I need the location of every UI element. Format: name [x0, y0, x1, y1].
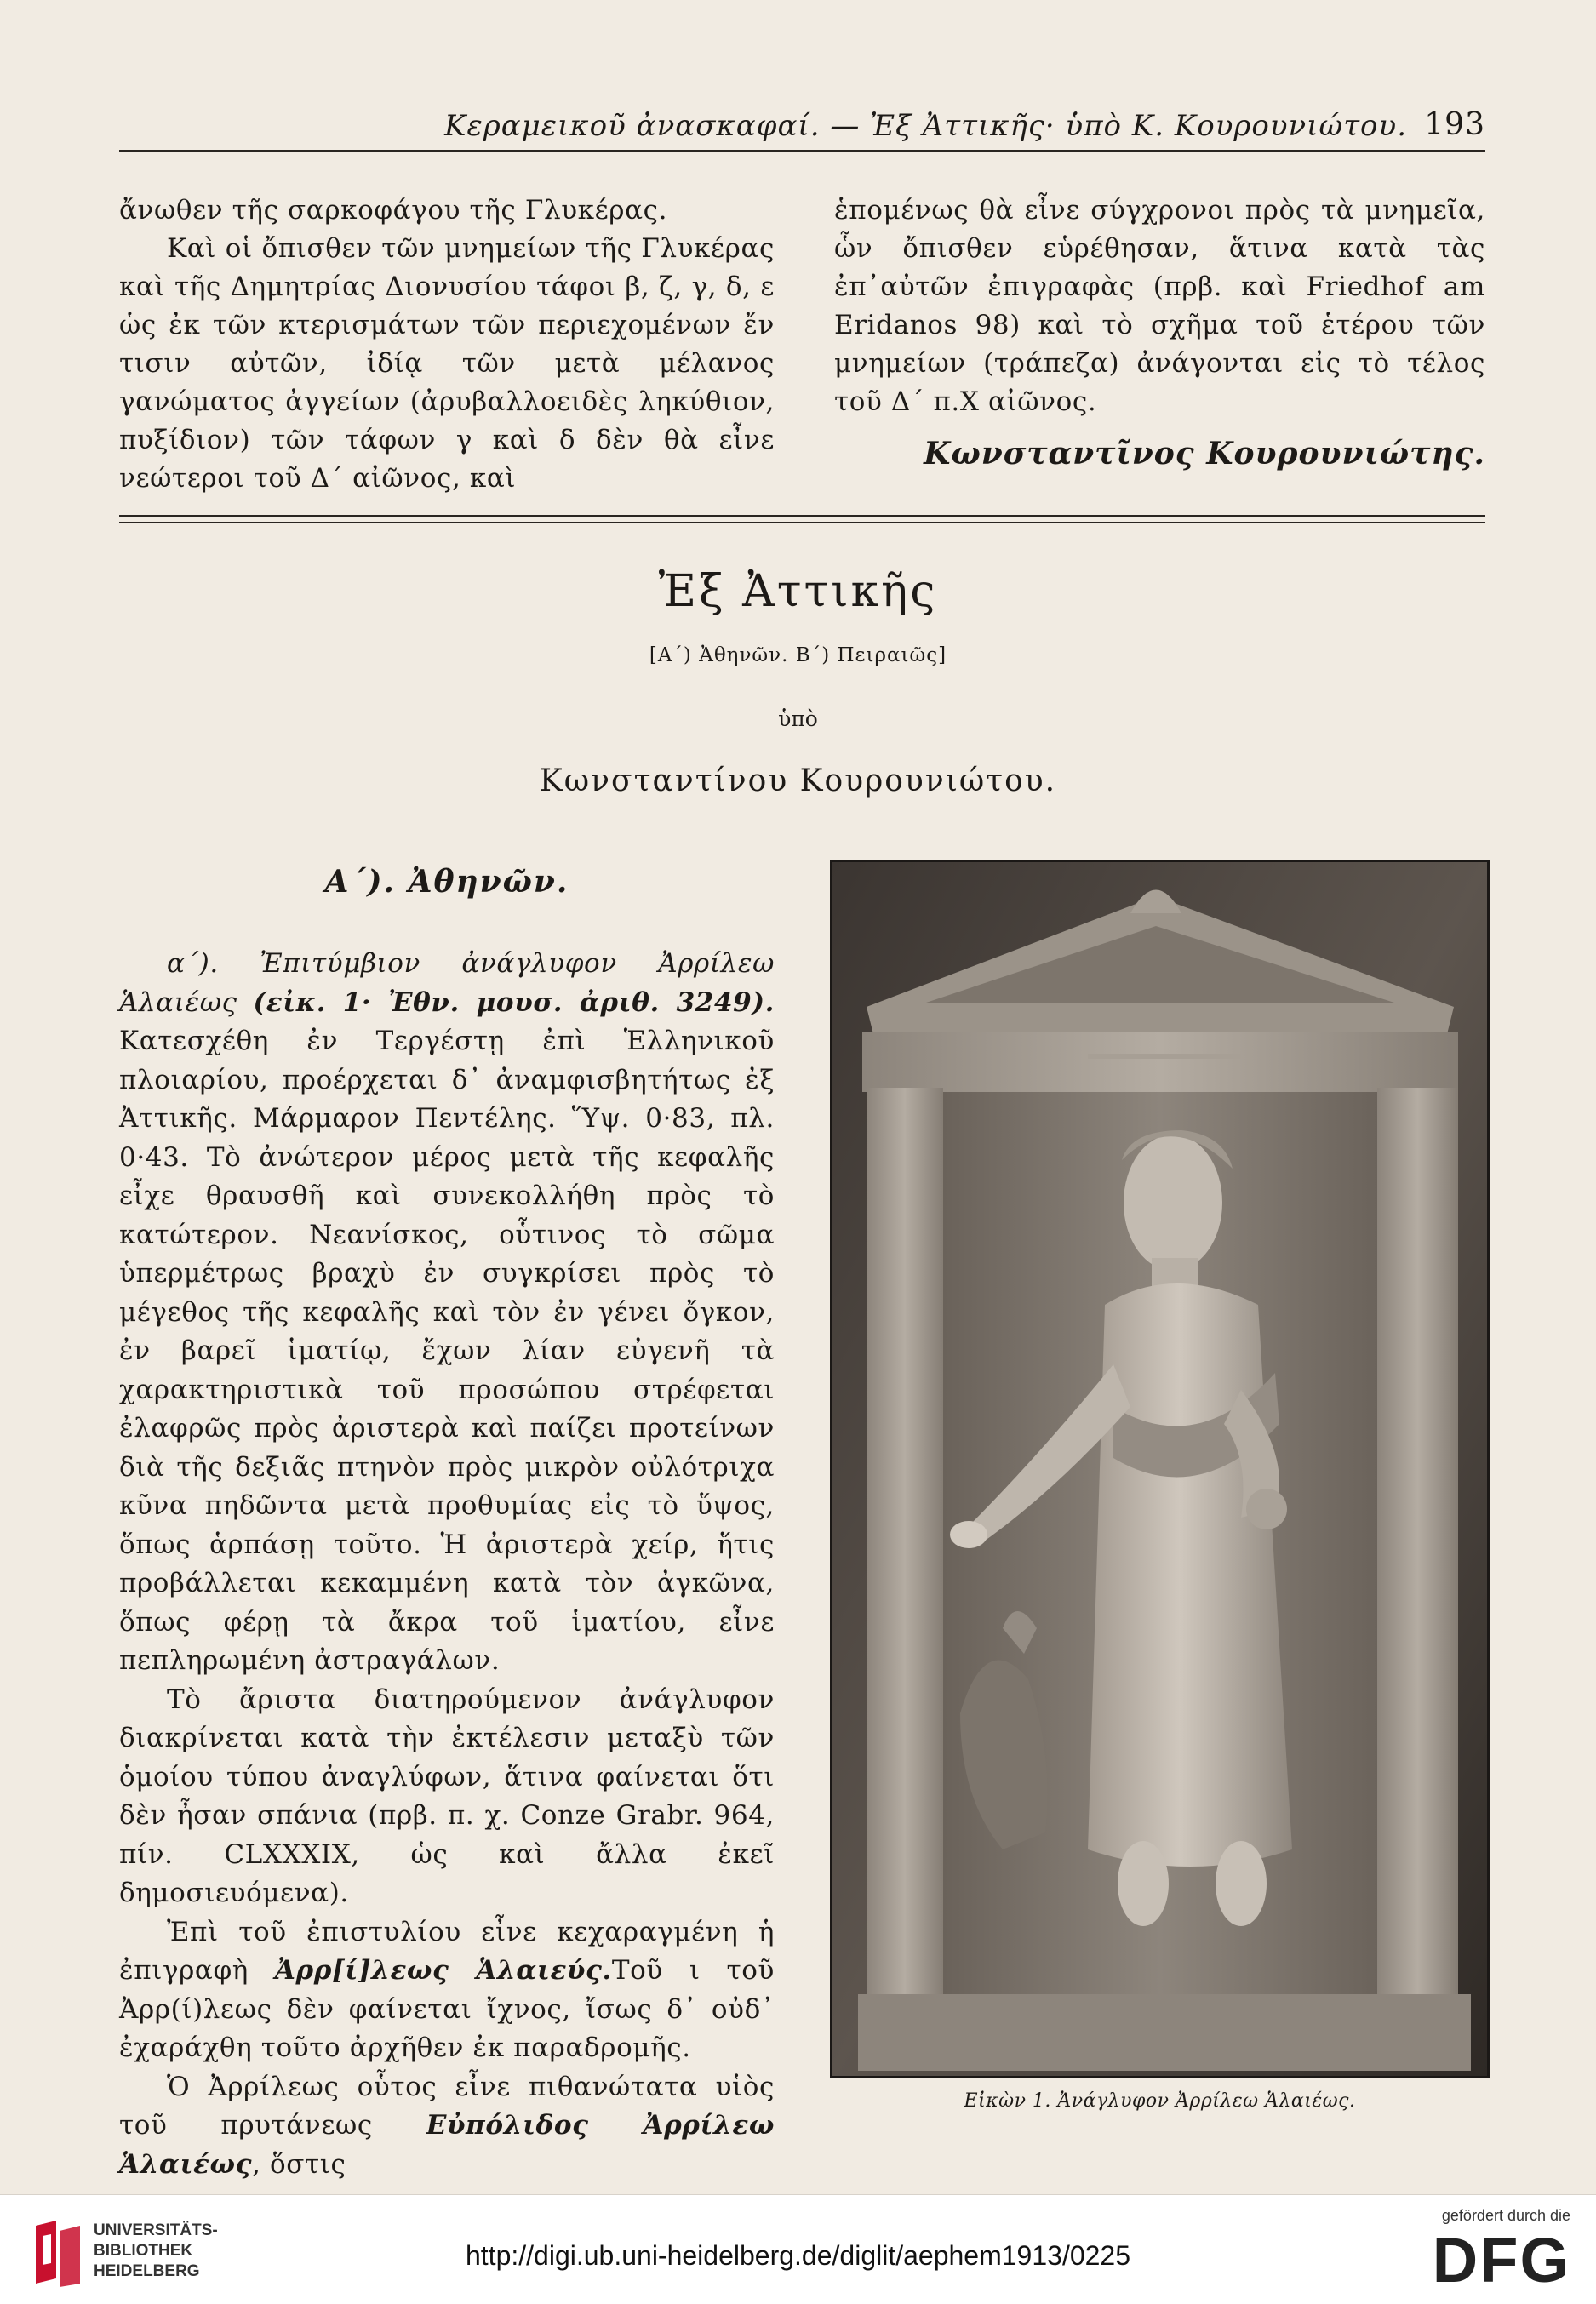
- article-subtitle: [Α΄) Ἀθηνῶν. Β΄) Πειραιῶς]: [649, 644, 947, 666]
- relief-photograph: [830, 860, 1490, 2078]
- header-rule: [119, 150, 1485, 152]
- article-by: ὑπὸ: [778, 706, 818, 731]
- running-header: [119, 104, 1485, 145]
- funder-logo: DFG: [1432, 2225, 1570, 2295]
- article-author: Κωνσταντίνου Κουρουνιώτου.: [539, 763, 1057, 798]
- text-run: Ὁ Ἀρρίλεως οὗτος εἶνε πιθανώτατα υἱὸς τοῦ πρυτάνεως: [119, 2071, 775, 2141]
- top-right-column: [834, 192, 1485, 421]
- entry-reference: (εἰκ. 1· Ἐθν. μουσ. ἀριθ. 3249).: [253, 986, 775, 1018]
- text-run: Ἐπὶ τοῦ ἐπιστυλίου εἶνε κεχαραγμένη ἡ ἐπιγραφὴ: [119, 1916, 775, 1986]
- paragraph: [119, 1913, 775, 2068]
- page-number: 193: [1424, 107, 1485, 142]
- paragraph: ἄνωθεν τῆς σαρκοφάγου τῆς Γλυκέρας.: [119, 195, 668, 226]
- section-divider: [119, 515, 1485, 525]
- entry-label: α΄). Ἐπιτύμβιον ἀνάγλυφον Ἀρρίλεω Ἁλαιέως: [119, 948, 775, 1018]
- library-line: BIBLIOTHEK: [94, 2242, 193, 2260]
- library-line: HEIDELBERG: [94, 2262, 200, 2280]
- figure-caption: Εἰκὼν 1. Ἀνάγλυφον Ἀρρίλεω Ἁλαιέως.: [964, 2090, 1356, 2112]
- section-heading: Α΄). Ἀθηνῶν.: [324, 864, 569, 900]
- entry-text: Κατεσχέθη ἐν Τεργέστῃ ἐπὶ Ἑλληνικοῦ πλοιαρίου, προέρχεται δ᾽ ἀναμφισβητήτως ἐξ Ἀττικῆς. Μάρμαρον Πεντέλης. Ὕψ. 0·83, πλ. 0·43. Τὸ ἀνώτερον μέρος μετὰ τῆς κεφαλῆς εἶχε θραυσθῆ καὶ συνεκολλήθη πρὸς τὸ κατώτερον. Νεανίσκος, οὗτινος τὸ σῶμα ὑπερμέτρως βραχὺ ἐν συγκρίσει πρὸς τὸ μέγεθος τῆς κεφαλῆς καὶ τὸν ἐν γένει ὄγκον, ἐν βαρεῖ ἱματίῳ, ἔχων λίαν εὐγενῆ τὰ χαρακτηριστικὰ τοῦ προσώπου στρέφεται ἐλαφρῶς πρὸς ἀριστερὰ καὶ παίζει προτείνων διὰ τῆς δεξιᾶς πτηνὸν πρὸς μικρὸν οὐλότριχα κῦνα πηδῶντα μετὰ προθυμίας εἰς τὸ ὕψος, ὅπως ἁρπάσῃ τοῦτο. Ἡ ἀριστερὰ χείρ, ἥτις προβάλλεται κεκαμμένη κατὰ τὸν ἀγκῶνα, ὅπως φέρῃ τὰ ἄκρα τοῦ ἱματίου, εἶνε πεπληρωμένη ἀστραγάλων.: [119, 1026, 775, 1676]
- top-left-column: [119, 192, 775, 498]
- text-run: Τοῦ ι τοῦ Ἀρρ(ί)λεως δὲν φαίνεται ἴχνος, ἴσως δ᾽ οὐδ᾽ ἐχαράχθη τοῦτο ἀρχῆθεν ἐκ παραδρομῆς.: [119, 1955, 775, 2063]
- running-title: Κεραμεικοῦ ἀνασκαφαί. — Ἐξ Ἀττικῆς· ὑπὸ Κ. Κουρουνιώτου.: [444, 109, 1407, 143]
- article-title: Ἐξ Ἀττικῆς: [658, 566, 938, 617]
- paragraph: [119, 945, 775, 1681]
- paragraph: Καὶ οἱ ὄπισθεν τῶν μνημείων τῆς Γλυκέρας καὶ τῆς Δημητρίας Διονυσίου τάφοι β, ζ, γ, δ, ε ὡς ἐκ τῶν κτερισμάτων τῶν περιεχομένων ἔν τισιν αὐτῶν, ἰδίᾳ τῶν μετὰ μέλανος γανώματος ἀγγείων (ἀρυβαλλοειδὲς ληκύθιον, πυξίδιον) τῶν τάφων γ καὶ δ δὲν θὰ εἶνε νεώτεροι τοῦ Δ΄ αἰῶνος, καὶ: [119, 233, 775, 494]
- inscription: Ἀρρ[ί]λεως Ἁλαιεύς.: [274, 1955, 612, 1986]
- library-line: UNIVERSITÄTS-: [94, 2221, 218, 2239]
- person-name: Εὐπόλιδος Ἀρρίλεω Ἁλαιέως: [119, 2110, 775, 2180]
- permalink[interactable]: http://digi.ub.uni-heidelberg.de/diglit/aephem1913/0225: [465, 2240, 1131, 2271]
- text-run: , ὅστις: [252, 2148, 346, 2180]
- funding-note: gefördert durch die: [1441, 2207, 1570, 2224]
- paragraph: Τὸ ἄριστα διατηρούμενον ἀνάγλυφον διακρίνεται κατὰ τὴν ἐκτέλεσιν μεταξὺ τῶν ὁμοίου τύπου ἀναγλύφων, ἅτινα φαίνεται ὅτι δὲν ἦσαν σπάνια (πρβ. π. χ. Conze Grabr. 964, πίν. CLXXXIX, ὡς καὶ ἄλλα ἐκεῖ δημοσιευόμενα).: [119, 1684, 775, 1908]
- author-signature: Κωνσταντῖνος Κουρουνιώτης.: [924, 436, 1485, 472]
- footer-bar: [0, 2194, 1596, 2304]
- paragraph: ἑπομένως θὰ εἶνε σύγχρονοι πρὸς τὰ μνημεῖα, ὧν ὄπισθεν εὑρέθησαν, ἅτινα κατὰ τὰς ἐπ᾽αὐτῶν ἐπιγραφὰς (πρβ. καὶ Friedhof am Eridanos 98) καὶ τὸ σχῆμα τοῦ ἑτέρου τῶν μνημείων (τράπεζα) ἀνάγονται εἰς τὸ τέλος τοῦ Δ΄ π.Χ αἰῶνος.: [834, 195, 1485, 417]
- paragraph: [119, 2068, 775, 2185]
- body-column: [119, 945, 775, 2184]
